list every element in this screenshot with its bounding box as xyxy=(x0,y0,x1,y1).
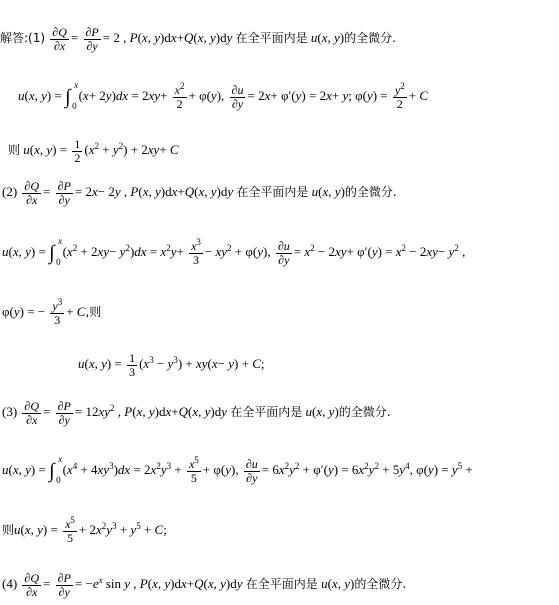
line-9: u(x, y) = ∫ x 0 $(x^4 + 4xy^3)dx = 2x^2y^3$ + $\frac{x^5}{5}$ + φ(y), $\frac{\partial u}{\partial y}$ = $6x^2y^2 + \varphi'(y) = 6x^2y^2 + 5y^4$, $\varphi(y) = y^5$ + xyxy=(2,454,473,486)
line-2: u(x, y) = ∫ x 0 (x+ 2y)dx = 2xy+ $\frac{x^2}{2}$ + φ(y), $\frac{\partial u}{\partial y}$ = 2x+ φ′(y) = 2x+ y; φ(y) = $\frac{y^2}{2}$ + C xyxy=(18,80,428,112)
line-10: 则u(x, y) = $\frac{x^5}{5}$ + $2x^2y^3 + y^5 + C$; xyxy=(2,515,167,545)
line-3: 则 u(x, y) = $\frac{1}{2}$ $(x^2 + y^2) + 2xy+ C$ xyxy=(8,137,179,165)
line-6: φ(y) = − $\frac{y^3}{3}$ + C,则 xyxy=(2,297,102,327)
line-11: (4) $\frac{\partial Q}{\partial x}$ = $\frac{\partial P}{\partial y}$ = $-e^x$ sin y , P(x, y)dx+Q(x, y)dy 在全平面内是 u(x, y)的全微分. xyxy=(2,571,407,599)
line-7: u(x, y) = $\frac{1}{3}$ $(x^3 - y^3) + xy(x- y) + C$; xyxy=(78,351,265,379)
line-5: u(x, y) = ∫ x 0 $(x^2 + 2xy- y^2)dx = x^2y+$ $\frac{x^3}{3}$ − $xy^2 + \varphi(y)$, $\frac{\partial u}{\partial y}$ = $x^2 - 2xy+ \varphi'(y) = x^2 - 2xy- y^2$ , xyxy=(2,236,466,268)
line-1: 解答:(1) $\frac{\partial Q}{\partial x}$ = $\frac{\partial P}{\partial y}$ = 2 , P(x, y)dx+Q(x, y)dy 在全平面内是 u(x, y)的全微分. xyxy=(0,25,396,53)
line-8: (3) $\frac{\partial Q}{\partial x}$ = $\frac{\partial P}{\partial y}$ = $12xy^2$ , P(x, y)dx+Q(x, y)dy 在全平面内是 u(x, y)的全微分. xyxy=(2,399,391,427)
line-4: (2) $\frac{\partial Q}{\partial x}$ = $\frac{\partial P}{\partial y}$ = 2x− 2y , P(x, y)dx+Q(x, y)dy 在全平面内是 u(x, y)的全微分. xyxy=(2,179,397,207)
